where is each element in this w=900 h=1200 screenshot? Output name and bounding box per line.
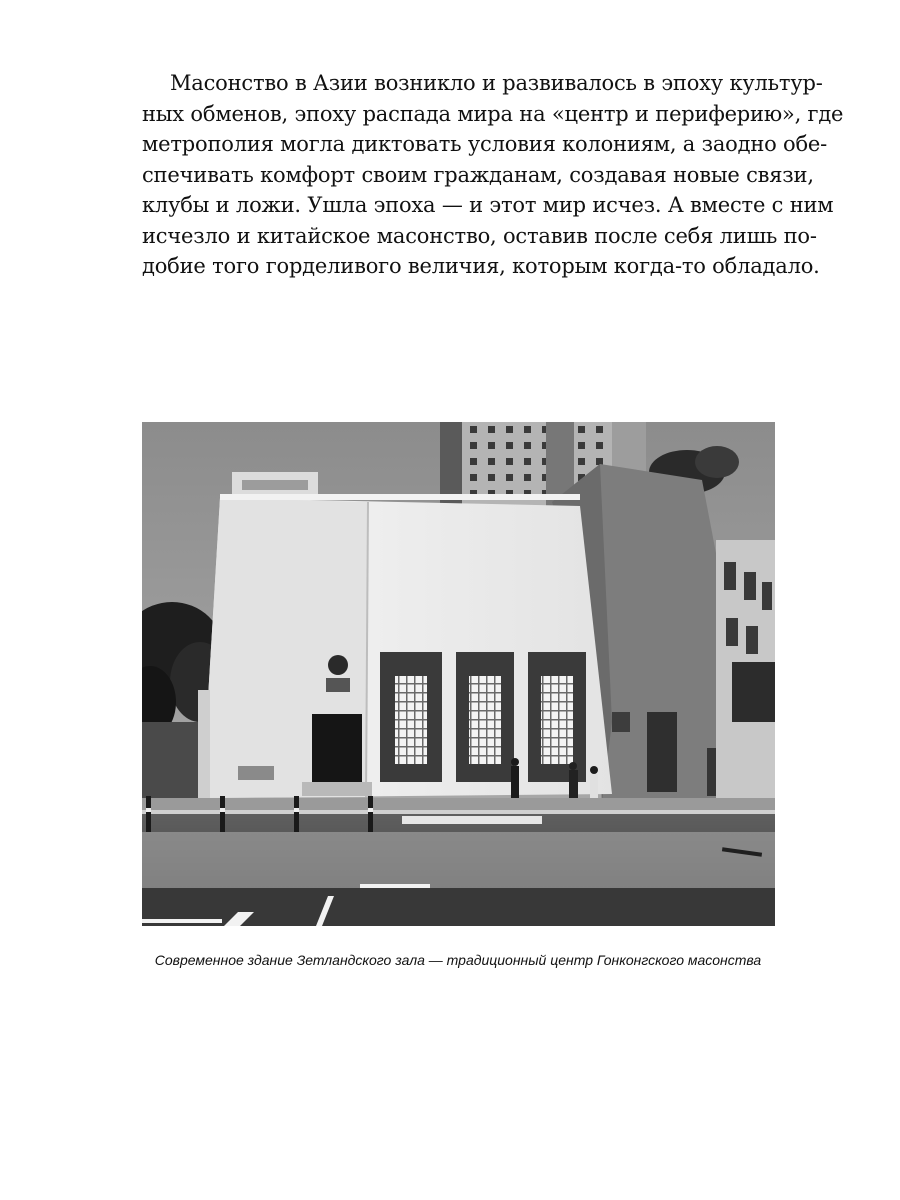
- paragraph-line: метрополия могла диктовать условия колониям, а заодно обе-: [142, 132, 828, 156]
- paragraph-line: ных обменов, эпоху распада мира на «центр и периферию», где: [142, 101, 844, 126]
- zetland-hall-photo: [142, 422, 775, 926]
- paragraph-line: спечивать комфорт своим гражданам, создавая новые связи,: [142, 162, 814, 187]
- paragraph-line: исчезло и китайское масонство, оставив после себя лишь по-: [142, 223, 817, 248]
- hall-facade: [198, 472, 612, 798]
- photo-caption: Современное здание Зетландского зала — традиционный центр Гонконгского масонства: [154, 952, 762, 968]
- sidewalk: [142, 798, 775, 812]
- body-paragraph: [142, 68, 844, 282]
- paragraph-line: добие того горделивого величия, которым когда-то обладало.: [142, 254, 820, 278]
- paragraph-line: клубы и ложи. Ушла эпоха — и этот мир исчез. А вместе с ним: [142, 193, 834, 217]
- right-building: [716, 540, 775, 800]
- low-wall: [142, 722, 198, 802]
- hall-windows: [380, 652, 586, 782]
- paragraph-line: Масонство в Азии возникло и развивалось в эпоху культур-: [170, 71, 823, 95]
